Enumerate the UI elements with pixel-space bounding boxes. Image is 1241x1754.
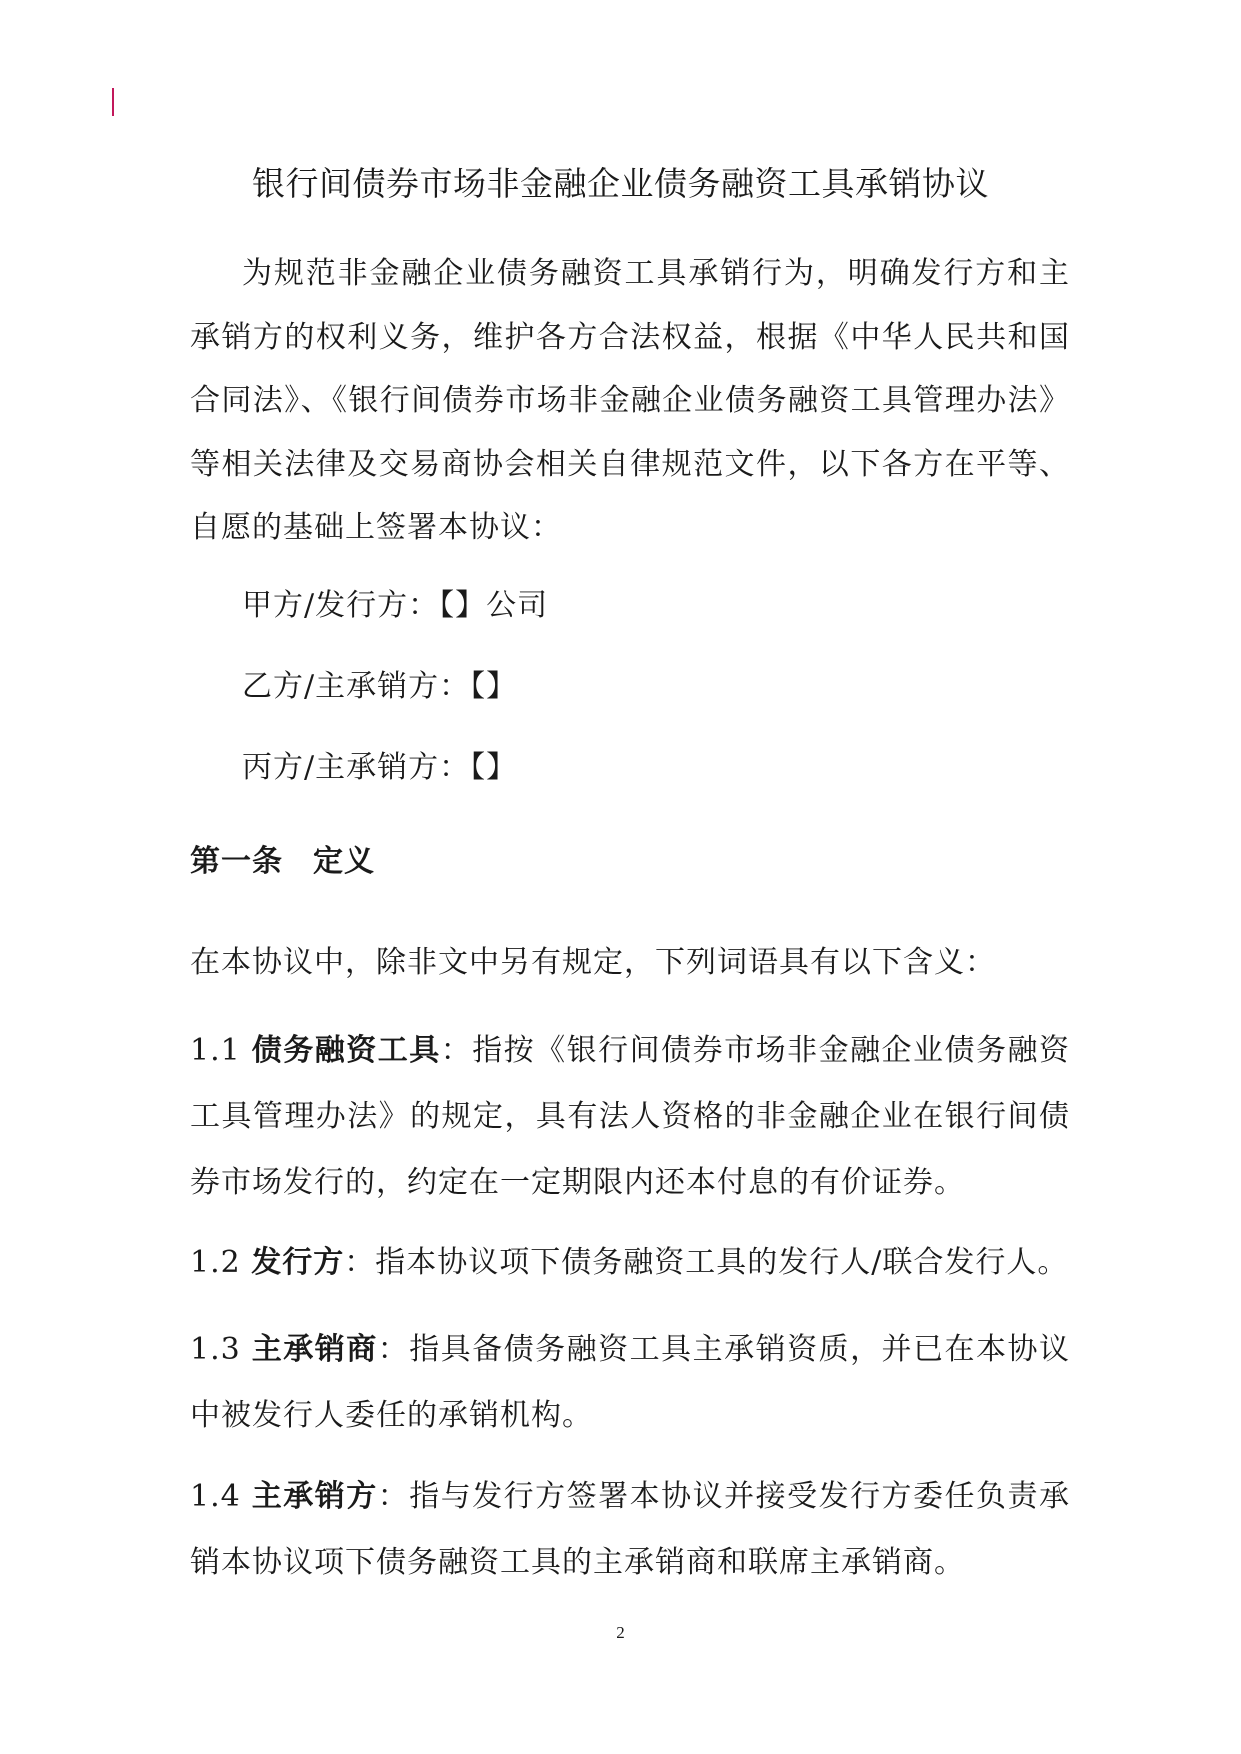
definition-term: 债务融资工具 <box>251 1033 441 1068</box>
article-heading <box>190 842 375 882</box>
definition-item <box>190 1230 1070 1296</box>
definition-item <box>190 1464 1070 1596</box>
definition-item <box>190 1018 1070 1216</box>
article-number: 第一条 <box>190 844 283 879</box>
definition-text: ：指具备债务融资工具主承销资质，并已在本协议中被发行人委任的承销机构。 <box>190 1332 1071 1433</box>
definitions-intro: 在本协议中，除非文中另有规定，下列词语具有以下含义： <box>190 945 996 980</box>
definition-term: 主承销商 <box>251 1332 378 1367</box>
definition-term: 主承销方 <box>251 1479 378 1514</box>
party-a: 甲方/发行方：【】公司 <box>242 588 549 623</box>
definition-number: 1.3 <box>190 1332 241 1367</box>
article-title: 定义 <box>313 844 375 879</box>
definition-number: 1.4 <box>190 1479 241 1514</box>
definition-item <box>190 1317 1070 1449</box>
definition-text: ：指与发行方签署本协议并接受发行方委任负责承销本协议项下债务融资工具的主承销商和联席主承销商。 <box>190 1479 1071 1580</box>
definition-number: 1.1 <box>190 1033 241 1068</box>
definition-term: 发行方 <box>251 1245 345 1280</box>
document-title: 银行间债券市场非金融企业债务融资工具承销协议 <box>252 164 989 203</box>
party-c: 丙方/主承销方：【】 <box>242 750 518 785</box>
crop-mark <box>112 88 114 116</box>
definition-number: 1.2 <box>190 1245 241 1280</box>
party-b: 乙方/主承销方：【】 <box>242 669 518 704</box>
page-number: 2 <box>616 1623 625 1642</box>
definition-text: ：指本协议项下债务融资工具的发行人/联合发行人。 <box>344 1245 1069 1280</box>
definition-text: ：指按《银行间债券市场非金融企业债务融资工具管理办法》的规定，具有法人资格的非金融企业在银行间债券市场发行的，约定在一定期限内还本付息的有价证券。 <box>190 1033 1071 1200</box>
intro-paragraph: 为规范非金融企业债务融资工具承销行为，明确发行方和主承销方的权利义务，维护各方合法权益，根据《中华人民共和国合同法》、《银行间债券市场非金融企业债务融资工具管理办法》等相关法律及交易商协会相关自律规范文件，以下各方在平等、自愿的基础上签署本协议： <box>190 256 1070 545</box>
